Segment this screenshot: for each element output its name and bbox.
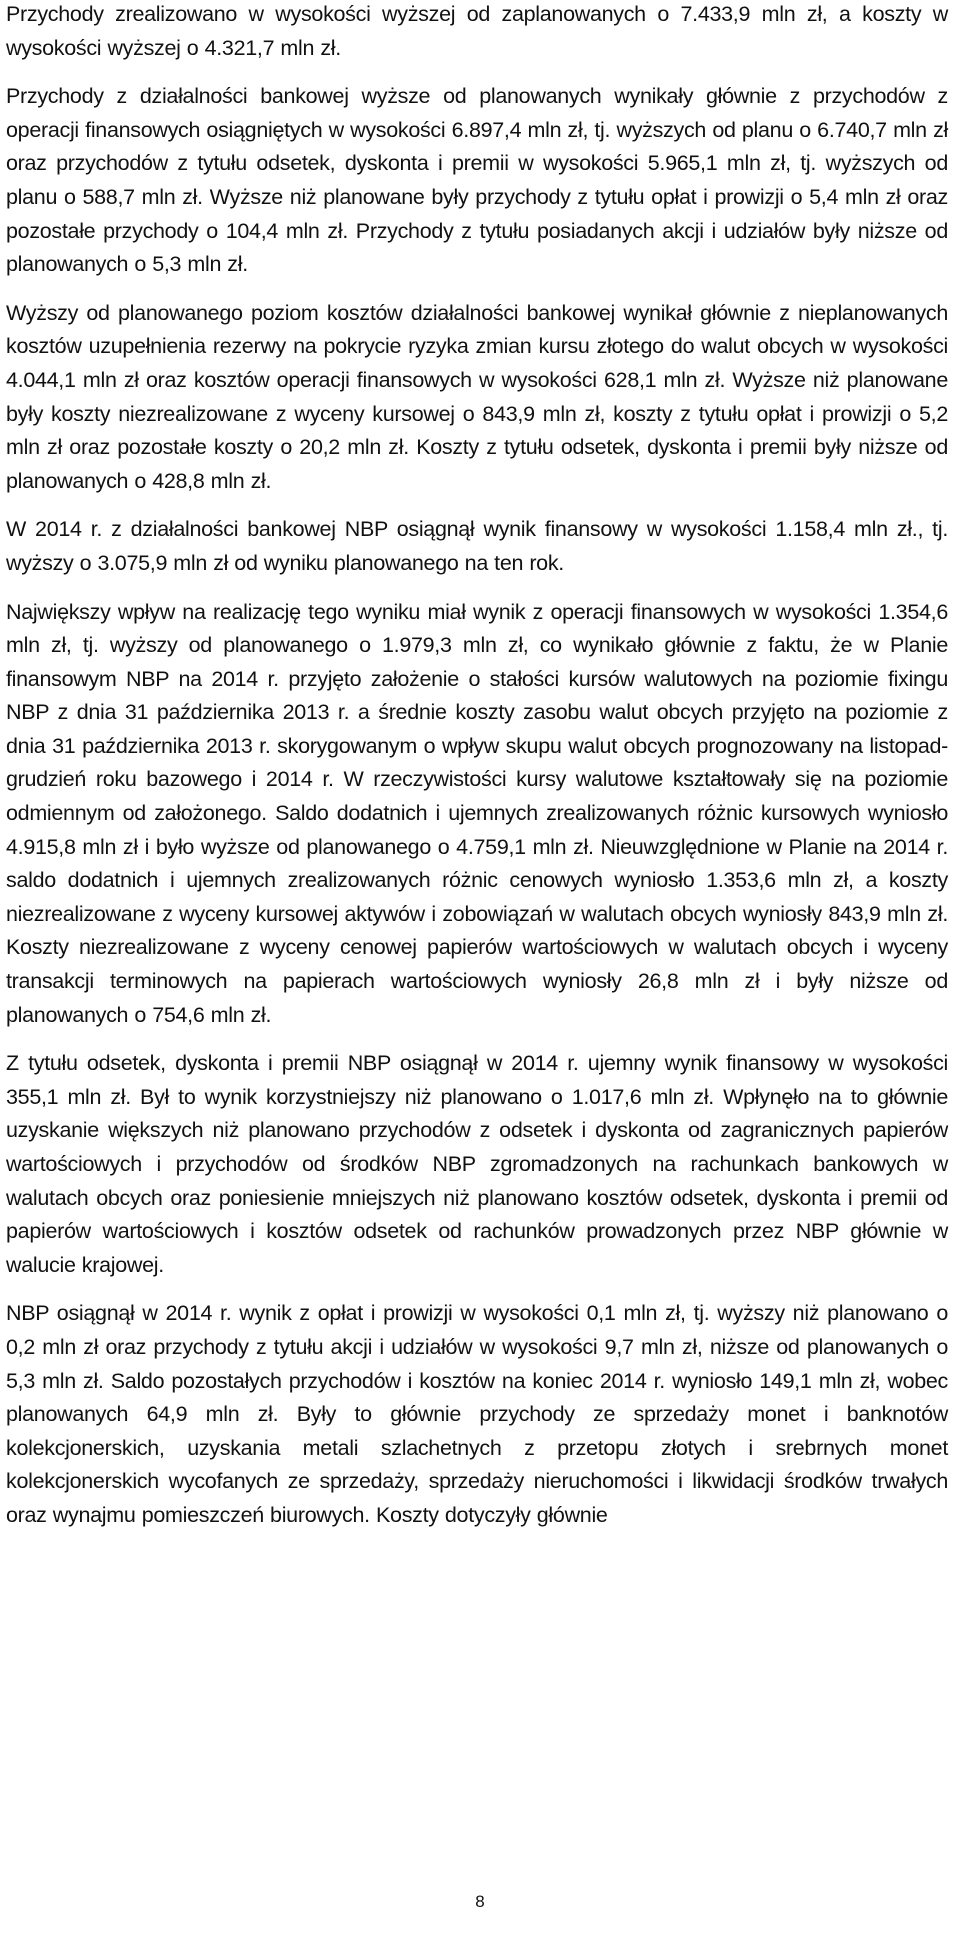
paragraph-financial-operations: Największy wpływ na realizację tego wyniku miał wynik z operacji finansowych w wysokości 1.354,6 mln zł, tj. wyższy od planowanego o 1.979,3 mln zł, co wynikało głównie z faktu, że w Planie finansowym NBP na 2014 r. przyjęto założenie o stałości kursów walutowych na poziomie fixingu NBP z dnia 31 października 2013 r. a średnie koszty zasobu walut obcych przyjęto na poziomie z dnia 31 października 2013 r. skorygowanym o wpływ skupu walut obcych prognozowany na listopad-grudzień roku bazowego i 2014 r. W rzeczywistości kursy walutowe kształtowały się na poziomie odmiennym od założonego. Saldo dodatnich i ujemnych zrealizowanych różnic kursowych wyniosło 4.915,8 mln zł i było wyższe od planowanego o 4.759,1 mln zł. Nieuwzględnione w Planie na 2014 r. saldo dodatnich i ujemnych zrealizowanych różnic cenowych wyniosło 1.353,6 mln zł, a koszty niezrealizowane z wyceny kursowej aktywów i zobowiązań w walutach obcych wyniosły 843,9 mln zł. Koszty niezrealizowane z wyceny cenowej papierów wartościowych w walutach obcych i wyceny transakcji terminowych na papierach wartościowych wyniosły 26,8 mln zł i były niższe od planowanych o 754,6 mln zł. bbox=[6, 599, 948, 1027]
paragraph-interest-discount: Z tytułu odsetek, dyskonta i premii NBP osiągnął w 2014 r. ujemny wynik finansowy w wysokości 355,1 mln zł. Był to wynik korzystniejszy niż planowano o 1.017,6 mln zł. Wpłynęło na to głównie uzyskanie większych niż planowano przychodów z odsetek i dyskonta od zagranicznych papierów wartościowych i przychodów od środków NBP zgromadzonych na rachunkach bankowych w walutach obcych oraz poniesienie mniejszych niż planowano kosztów odsetek, dyskonta i premii od papierów wartościowych i kosztów odsetek od rachunków prowadzonych przez NBP głównie w walucie krajowej. bbox=[6, 1051, 948, 1277]
paragraph-financial-result: W 2014 r. z działalności bankowej NBP osiągnął wynik finansowy w wysokości 1.158,4 mln zł., tj. wyższy o 3.075,9 mln zł od wyniku planowanego na ten rok. bbox=[6, 517, 948, 575]
paragraph-fees-other: NBP osiągnął w 2014 r. wynik z opłat i prowizji w wysokości 0,1 mln zł, tj. wyższy niż planowano o 0,2 mln zł oraz przychody z tytułu akcji i udziałów w wysokości 9,7 mln zł, niższe od planowanych o 5,3 mln zł. Saldo pozostałych przychodów i kosztów na koniec 2014 r. wyniosło 149,1 mln zł, wobec planowanych 64,9 mln zł. Były to głównie przychody ze sprzedaży monet i banknotów kolekcjonerskich, uzyskania metali szlachetnych z przetopu złotych i srebrnych monet kolekcjonerskich wycofanych ze sprzedaży, sprzedaży nieruchomości i likwidacji środków trwałych oraz wynajmu pomieszczeń biurowych. Koszty dotyczyły głównie bbox=[6, 1301, 948, 1527]
page-number: 8 bbox=[475, 1892, 485, 1911]
document-page bbox=[6, 0, 948, 1548]
paragraph-banking-costs: Wyższy od planowanego poziom kosztów działalności bankowej wynikał głównie z nieplanowanych kosztów uzupełnienia rezerwy na pokrycie ryzyka zmian kursu złotego do walut obcych w wysokości 4.044,1 mln zł oraz kosztów operacji finansowych w wysokości 628,1 mln zł. Wyższe niż planowane były koszty niezrealizowane z wyceny kursowej o 843,9 mln zł, koszty z tytułu opłat i prowizji o 5,2 mln zł oraz pozostałe koszty o 20,2 mln zł. Koszty z tytułu odsetek, dyskonta i premii były niższe od planowanych o 428,8 mln zł. bbox=[6, 300, 948, 493]
paragraph-revenue-costs-summary: Przychody zrealizowano w wysokości wyższej od zaplanowanych o 7.433,9 mln zł, a koszty w wysokości wyższej o 4.321,7 mln zł. bbox=[6, 2, 948, 60]
paragraph-banking-revenue: Przychody z działalności bankowej wyższe od planowanych wynikały głównie z przychodów z operacji finansowych osiągniętych w wysokości 6.897,4 mln zł, tj. wyższych od planu o 6.740,7 mln zł oraz przychodów z tytułu odsetek, dyskonta i premii w wysokości 5.965,1 mln zł, tj. wyższych od planu o 588,7 mln zł. Wyższe niż planowane były przychody z tytułu opłat i prowizji o 5,4 mln zł oraz pozostałe przychody o 104,4 mln zł. Przychody z tytułu posiadanych akcji i udziałów były niższe od planowanych o 5,3 mln zł. bbox=[6, 84, 948, 277]
